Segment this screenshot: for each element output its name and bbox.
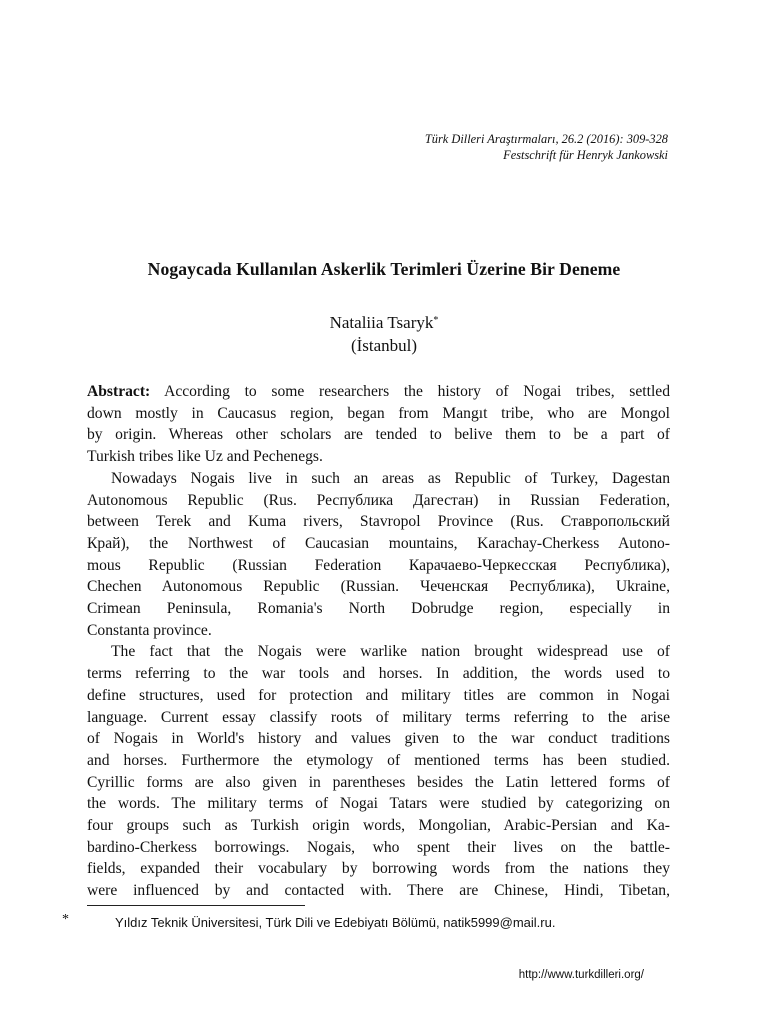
- footnote-text: Yıldız Teknik Üniversitesi, Türk Dili ve Edebiyatı Bölümü, natik5999@mail.ru.: [115, 915, 556, 930]
- text-line: mous Republic (Russian Federation Карачаево-Черкесская Республика),: [87, 556, 670, 574]
- text-line: four groups such as Turkish origin words, Mongolian, Arabic-Persian and Ka-: [87, 817, 670, 835]
- text-line: fields, expanded their vocabulary by borrowing words from the nations they: [87, 860, 670, 878]
- text-line: The fact that the Nogais were warlike nation brought widespread use of: [111, 643, 670, 661]
- author-block: [0, 311, 768, 357]
- journal-citation: Türk Dilleri Araştırmaları, 26.2 (2016): 309-328: [424, 132, 668, 146]
- text-line: between Terek and Kuma rivers, Stavropol Province (Rus. Ставропольский: [87, 513, 670, 531]
- journal-url-link[interactable]: http://www.turkdilleri.org/: [518, 969, 644, 981]
- text-line: and horses. Furthermore the etymology of mentioned terms has been studied.: [87, 751, 670, 769]
- text-line: Abstract: According to some researchers the history of Nogai tribes, settled: [87, 383, 671, 400]
- abstract-paragraph-1: [87, 381, 670, 468]
- footnote-mark: *: [62, 912, 69, 927]
- text-line: Constanta province.: [87, 621, 212, 639]
- author-name: Nataliia Tsaryk: [329, 313, 434, 332]
- text-line: the words. The military terms of Nogai Tatars were studied by categorizing on: [87, 795, 670, 813]
- text-line: of Nogais in World's history and values given to the war conduct traditions: [87, 730, 670, 748]
- footnote-divider: [87, 905, 305, 906]
- abstract-label: Abstract:: [87, 383, 151, 400]
- text-line: down mostly in Caucasus region, began from Mangıt tribe, who are Mongol: [87, 404, 670, 422]
- journal-header: [425, 131, 668, 163]
- text-line: Autonomous Republic (Rus. Республика Дагестан) in Russian Federation,: [87, 491, 670, 509]
- paper-title: Nogaycada Kullanılan Askerlik Terimleri Üzerine Bir Deneme: [147, 259, 621, 279]
- text-line: language. Current essay classify roots of military terms referring to the arise: [87, 708, 670, 726]
- abstract-paragraph-3: [87, 641, 670, 901]
- festschrift-line: Festschrift für Henryk Jankowski: [503, 148, 668, 162]
- author-location: (İstanbul): [350, 336, 418, 355]
- text-line: Nowadays Nogais live in such an areas as Republic of Turkey, Dagestan: [111, 469, 670, 487]
- abstract-paragraph-2: [87, 468, 670, 642]
- text-line: Cyrillic forms are also given in parentheses besides the Latin lettered forms of: [87, 773, 670, 791]
- text-line: by origin. Whereas other scholars are tended to belive them to be a part of: [87, 426, 670, 444]
- text-line: Turkish tribes like Uz and Pechenegs.: [87, 448, 323, 466]
- text-line: Chechen Autonomous Republic (Russian. Чеченская Республика), Ukraine,: [87, 578, 670, 596]
- abstract-body: [87, 381, 670, 902]
- text-line: Край), the Northwest of Caucasian mountains, Karachay-Cherkess Autono-: [87, 534, 670, 552]
- author-footnote-mark[interactable]: *: [433, 315, 439, 326]
- author-name-line: [0, 311, 768, 334]
- text-line: define structures, used for protection and military titles are common in Nogai: [87, 686, 670, 704]
- text-line: terms referring to the war tools and horses. In addition, the words used to: [87, 665, 670, 683]
- text-line: Crimean Peninsula, Romania's North Dobrudge region, especially in: [87, 600, 670, 618]
- text-line: bardino-Cherkess borrowings. Nogais, who spent their lives on the battle-: [87, 838, 670, 856]
- text-line: were influenced by and contacted with. There are Chinese, Hindi, Tibetan,: [87, 882, 670, 900]
